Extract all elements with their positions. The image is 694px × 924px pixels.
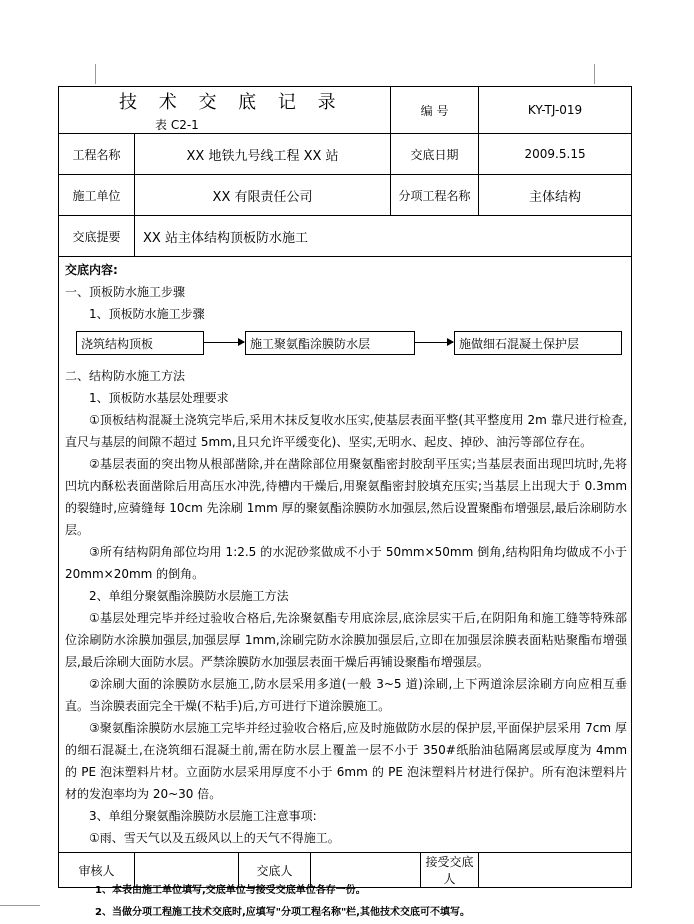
section-2-3-heading: 3、单组分聚氨酯涂膜防水层施工注意事项:	[89, 809, 317, 823]
construction-unit-value: XX 有限责任公司	[135, 175, 391, 216]
paragraph-1: ①顶板结构混凝土浇筑完毕后,采用木抹反复收水压实,使基层表面平整(其平整度用 2m 靠尺进行检查,直尺与基层的间隙不超过 5mm,且只允许平缓变化)、坚实,无明水、起皮、掉砂、油污等部位存在。	[65, 413, 628, 449]
section-2-1-heading: 1、顶板防水基层处理要求	[89, 391, 229, 405]
crop-mark-bottom-left-h	[0, 905, 40, 906]
number-label: 编 号	[391, 87, 479, 134]
paragraph-2: ②基层表面的突出物从根部凿除,并在凿除部位用聚氨酯密封胶刮平压实;当基层表面出现凹坑时,先将凹坑内酥松表面凿除后用高压水冲洗,待槽内干燥后,用聚氨酯密封胶填充压实;当基层上出现大于 0.3mm 的裂缝时,应骑缝每 10cm 先涂刷 1mm 厚的聚氨酯涂膜防水加强层,然后设置聚酯布增强层,最后涂刷防水层。	[65, 457, 628, 537]
receiver-signature-field[interactable]	[479, 853, 632, 888]
process-flowchart	[65, 325, 627, 365]
receiver-label: 接受交底人	[421, 853, 479, 888]
project-name-value: XX 地铁九号线工程 XX 站	[135, 134, 391, 175]
project-name-label: 工程名称	[59, 134, 135, 175]
footnotes	[95, 880, 470, 924]
footnote-1: 1、本表由施工单位填写,交底单位与接受交底单位各存一份。	[95, 885, 366, 896]
paragraph-3: ③所有结构阴角部位均用 1:2.5 的水泥砂浆做成不小于 50mm×50mm 倒角,结构阳角均做成不小于 20mm×20mm 的倒角。	[65, 545, 628, 581]
section-1-heading: 一、顶板防水施工步骤	[65, 285, 186, 299]
paragraph-5: ②涂刷大面的涂膜防水层施工,防水层采用多道(一般 3~5 道)涂刷,上下两道涂层涂刷方向应相互垂直。当涂膜表面完全干燥(不粘手)后,方可进行下道涂膜施工。	[65, 677, 628, 713]
form-number: 表 C2-1	[155, 117, 199, 132]
paragraph-6: ③聚氨酯涂膜防水层施工完毕并经过验收合格后,应及时施做防水层的保护层,平面保护层采用 7cm 厚的细石混凝土,在浇筑细石混凝土前,需在防水层上覆盖一层不小于 350#纸胎油毡隔离层或厚度为 4mm 的 PE 泡沫塑料片材。立面防水层采用厚度不小于 6mm 的 PE 泡沫塑料片材进行保护。所有泡沫塑料片材的发泡率均为 20~30 倍。	[65, 721, 628, 801]
disclosure-form	[58, 86, 632, 888]
date-value: 2009.5.15	[479, 134, 632, 175]
paragraph-4: ①基层处理完毕并经过验收合格后,先涂聚氨酯专用底涂层,底涂层实干后,在阴阳角和施工缝等特殊部位涂刷防水涂膜加强层,加强层厚 1mm,涂刷完防水涂膜加强层后,立即在加强层涂膜表面粘贴聚酯布增强层,最后涂刷大面防水层。严禁涂膜防水加强层表面干燥后再铺设聚酯布增强层。	[65, 611, 628, 669]
flow-step-1: 浇筑结构顶板	[76, 331, 204, 355]
reviewer-label: 审核人	[59, 853, 135, 888]
number-value: KY-TJ-019	[479, 87, 632, 134]
crop-mark-top-left-v	[95, 64, 96, 84]
flow-arrow-2	[415, 342, 453, 343]
title-cell	[59, 87, 391, 134]
discloser-label: 交底人	[239, 853, 311, 888]
flow-step-3: 施做细石混凝土保护层	[454, 331, 622, 355]
construction-unit-label: 施工单位	[59, 175, 135, 216]
paragraph-7: ①雨、雪天气以及五级风以上的天气不得施工。	[89, 831, 340, 845]
flow-step-2: 施工聚氨酯涂膜防水层	[245, 331, 415, 355]
section-2-2-heading: 2、单组分聚氨酯涂膜防水层施工方法	[89, 589, 289, 603]
content-heading: 交底内容:	[65, 263, 118, 277]
subproject-label: 分项工程名称	[391, 175, 479, 216]
disclosure-content	[59, 257, 632, 853]
section-1-1-heading: 1、顶板防水施工步骤	[89, 307, 205, 321]
page-title: 技 术 交 底 记 录	[119, 91, 344, 113]
summary-value: XX 站主体结构顶板防水施工	[135, 216, 632, 257]
subproject-value: 主体结构	[479, 175, 632, 216]
summary-label: 交底提要	[59, 216, 135, 257]
date-label: 交底日期	[391, 134, 479, 175]
footnote-2: 2、当做分项工程施工技术交底时,应填写"分项工程名称"栏,其他技术交底可不填写。	[95, 907, 470, 918]
crop-mark-top-right-v	[594, 64, 595, 84]
section-2-heading: 二、结构防水施工方法	[65, 369, 186, 383]
flow-arrow-1	[204, 342, 244, 343]
